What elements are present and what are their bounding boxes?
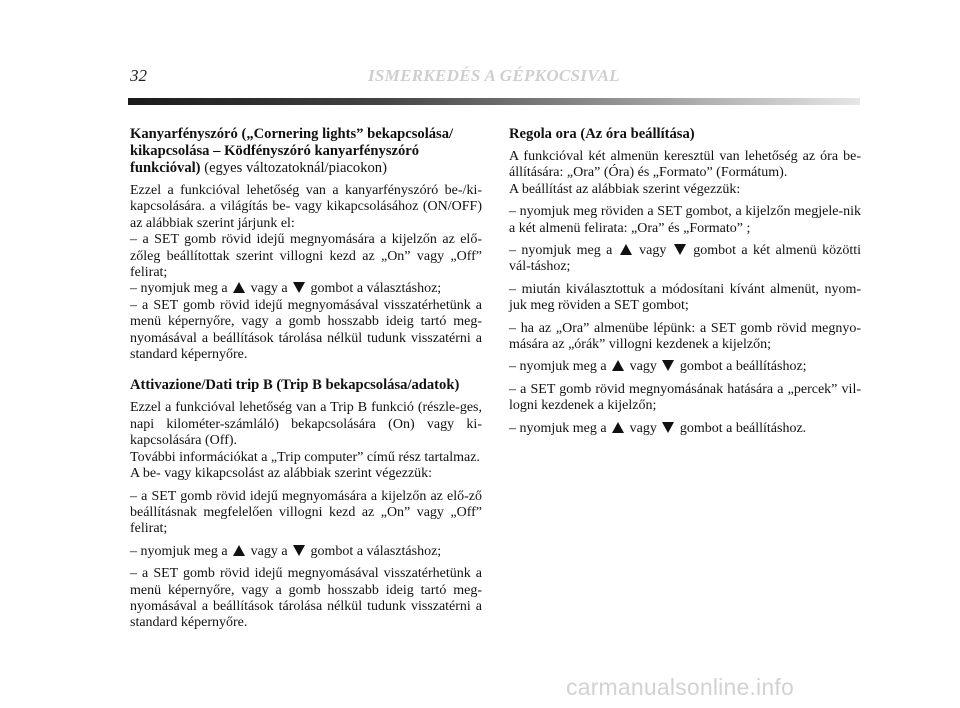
paragraph: A funkcióval két almenün keresztül van lehetőség az óra be-állítására: „Ora” (Óra) és „Formato” (Formátum). [509, 149, 861, 181]
running-head: ISMERKEDÉS A GÉPKOCSIVAL [368, 66, 620, 85]
paragraph: – a SET gomb rövid idejű megnyomására a kijelzőn az elő-ző beállításnak megfelelően villogni kezd az „On” vagy „Off” felirat; [130, 488, 482, 537]
up-arrow-icon [612, 422, 624, 433]
up-arrow-icon [612, 360, 624, 371]
down-arrow-icon [662, 422, 674, 433]
header-rule [128, 98, 860, 105]
paragraph: – a SET gomb rövid idejű megnyomásával visszatérhetünk a menü képernyőre, vagy a gomb hosszabb ideig tartó meg-nyomásával a beállítások tárolása nélkül tudunk visszatérni a standard képernyőre. [130, 297, 482, 363]
paragraph: A beállítást az alábbiak szerint végezzük: [509, 181, 741, 197]
paragraph: – nyomjuk meg a vagy a gombot a választáshoz; [130, 281, 442, 297]
paragraph: – nyomjuk meg a vagy gombot a beállításhoz. [509, 420, 807, 436]
section-heading-trip-b: Attivazione/Dati trip B (Trip B bekapcsolása/adatok) [130, 377, 460, 394]
down-arrow-icon [293, 545, 305, 556]
paragraph: Ezzel a funkcióval lehetőség van a kanyarfényszóró be-/ki-kapcsolására. a világítás be- vagy kikapcsolásához (ON/OFF) az alábbiak szerint járjunk el: [130, 183, 482, 231]
down-arrow-icon [662, 360, 674, 371]
up-arrow-icon [233, 545, 245, 556]
paragraph: – miután kiválasztottuk a módosítani kívánt almenüt, nyom-juk meg röviden a SET gombot; [509, 281, 861, 314]
left-column [130, 126, 482, 632]
paragraph: – nyomjuk meg röviden a SET gombot, a kijelzőn megjele-nik a két almenü felirata: „Ora” és „Formato” ; [509, 204, 861, 236]
down-arrow-icon [674, 244, 686, 255]
watermark: carmanualsonline.info [566, 674, 794, 700]
paragraph: – a SET gomb rövid idejű megnyomására a kijelzőn az elő-zőleg beállítottak szerint villogni kezd az „On” vagy „Off” felirat; [130, 232, 482, 281]
section-heading-clock: Regola ora (Az óra beállítása) [509, 126, 695, 142]
heading-note: (egyes változatoknál/piacokon) [204, 160, 387, 176]
paragraph: A be- vagy kikapcsolást az alábbiak szerint végezzük: [130, 466, 433, 482]
down-arrow-icon [293, 282, 305, 293]
page-number: 32 [130, 66, 147, 85]
right-column [509, 126, 861, 437]
section-heading-cornering: Kanyarfényszóró („Cornering lights” bekapcsolása/ kikapcsolása – Ködfényszóró kanyarfényszóró funkcióval) (egyes változatoknál/piacokon) [130, 126, 454, 176]
up-arrow-icon [233, 282, 245, 293]
paragraph: – nyomjuk meg a vagy a gombot a választáshoz; [130, 543, 442, 559]
paragraph: – a SET gomb rövid megnyomásának hatására a „percek” vil-logni kezdenek a kijelzőn; [509, 381, 861, 414]
paragraph: További információkat a „Trip computer” című rész tartalmaz. [130, 449, 480, 465]
paragraph: – nyomjuk meg a vagy gombot a két almenü közötti vál-táshoz; [509, 243, 862, 275]
paragraph: – a SET gomb rövid idejű megnyomásával visszatérhetünk a menü képernyőre, vagy a gomb hosszabb ideig tartó meg-nyomásával a beállítások tárolása nélkül tudunk visszatérni a standard képernyőre. [130, 566, 482, 631]
paragraph: – ha az „Ora” almenübe lépünk: a SET gomb rövid megnyo-mására az „órák” villogni kezdenek a kijelzőn; [509, 320, 861, 353]
paragraph: Ezzel a funkcióval lehetőség van a Trip B funkció (részle-ges, napi kilométer-számláló) bekapcsolására (On) vagy ki-kapcsolására (Off). [130, 400, 482, 449]
paragraph: – nyomjuk meg a vagy gombot a beállításhoz; [509, 359, 807, 375]
up-arrow-icon [620, 244, 632, 255]
